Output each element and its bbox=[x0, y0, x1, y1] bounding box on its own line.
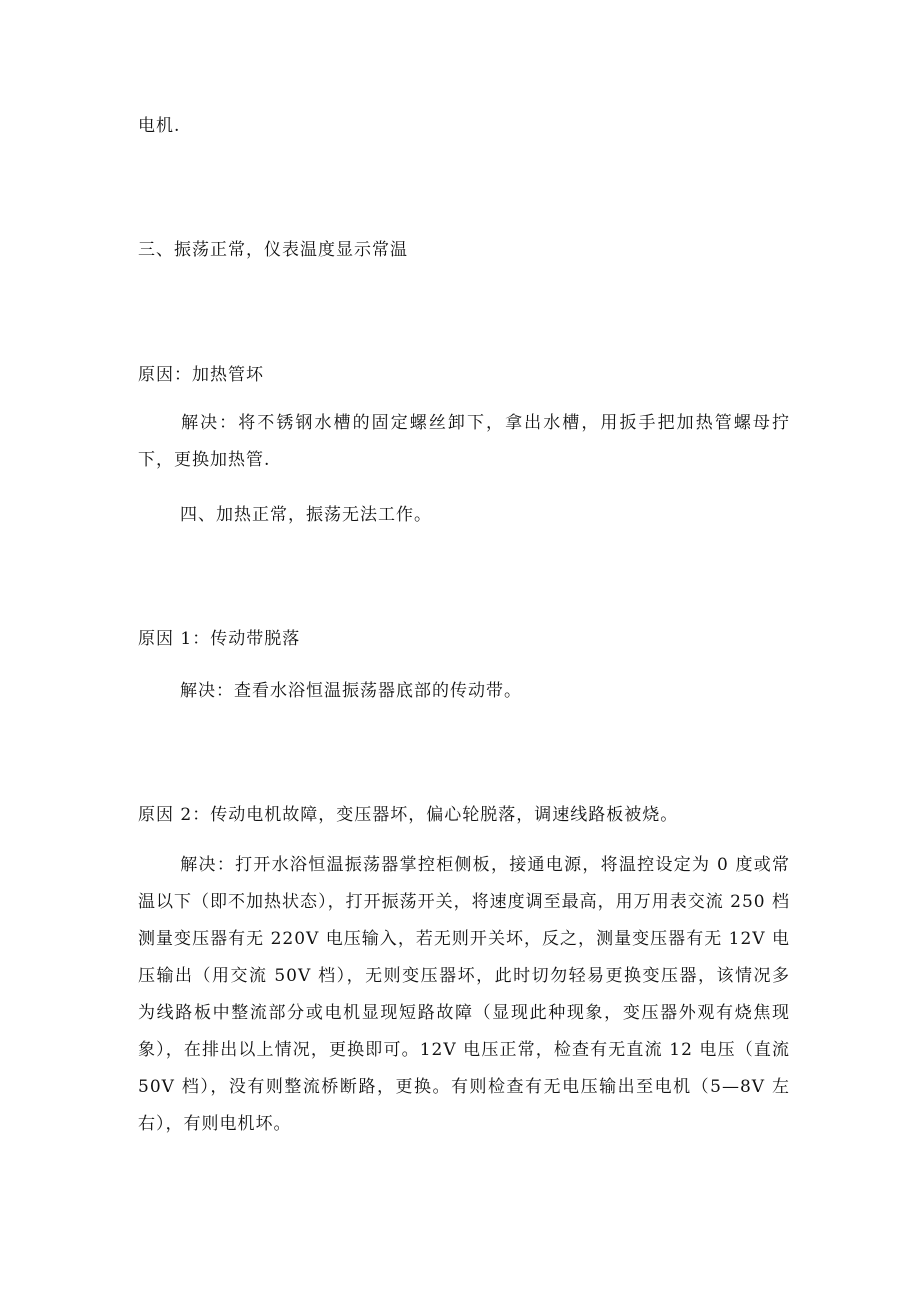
section-3-solution-text: 解决：将不锈钢水槽的固定螺丝卸下，拿出水槽，用扳手把加热管螺母拧下，更换加热管. bbox=[138, 413, 790, 470]
cause-2-solution bbox=[138, 847, 790, 1143]
section-4-heading: 四、加热正常，振荡无法工作。 bbox=[180, 505, 432, 525]
section-3-heading: 三、振荡正常，仪表温度显示常温 bbox=[138, 240, 408, 260]
motor-line: 电机. bbox=[138, 116, 181, 136]
cause-2: 原因 2：传动电机故障，变压器坏，偏心轮脱落，调速线路板被烧。 bbox=[138, 805, 679, 825]
section-3-cause: 原因：加热管坏 bbox=[138, 365, 264, 385]
cause-1-solution: 解决：查看水浴恒温振荡器底部的传动带。 bbox=[180, 681, 522, 701]
cause-2-solution-text: 解决：打开水浴恒温振荡器掌控柜侧板，接通电源，将温控设定为 0 度或常温以下（即不加热状态），打开振荡开关，将速度调至最高，用万用表交流 250 档测量变压器有无 220V 电压输入，若无则开关坏，反之，测量变压器有无 12V 电压输出（用交流 50V 档），无则变压器坏，此时切勿轻易更换变压器，该情况多为线路板中整流部分或电机显现短路故障（显现此种现象，变压器外观有烧焦现象），在排出以上情况，更换即可。12V 电压正常，检查有无直流 12 电压（直流 50V 档），没有则整流桥断路，更换。有则检查有无电压输出至电机（5—8V 左右），有则电机坏。 bbox=[138, 855, 790, 1134]
cause-1: 原因 1：传动带脱落 bbox=[138, 629, 301, 649]
section-3-solution bbox=[138, 405, 790, 479]
